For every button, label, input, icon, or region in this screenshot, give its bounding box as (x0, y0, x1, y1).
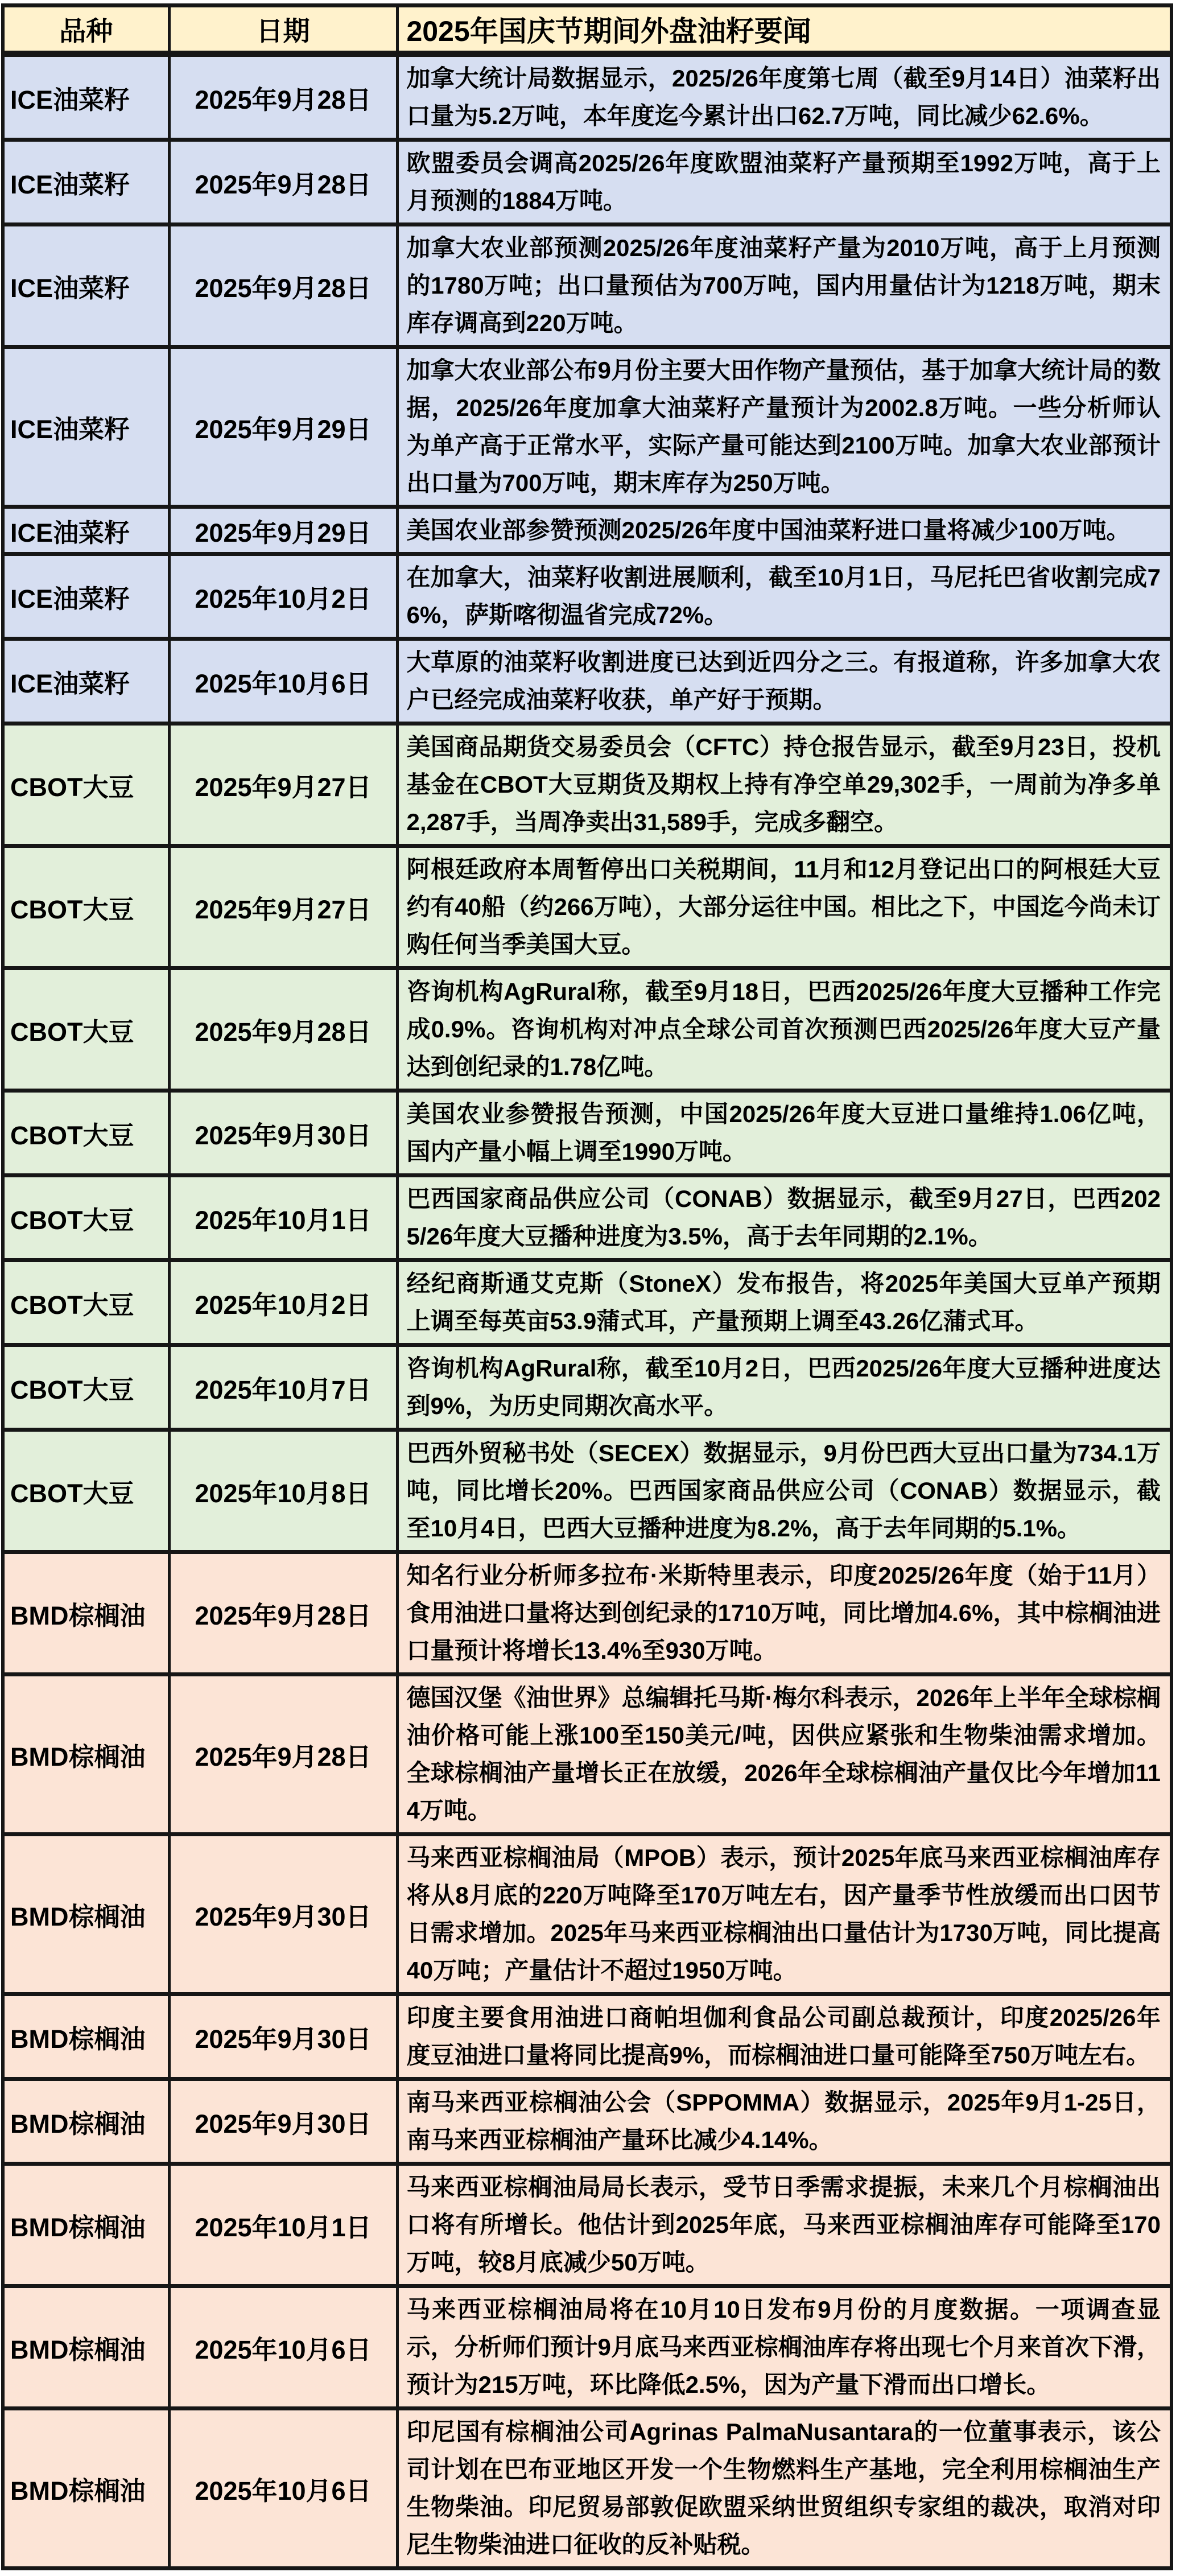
table-row (3, 347, 1171, 507)
date-cell: 2025年9月30日 (169, 1994, 397, 2079)
table-row (3, 639, 1171, 724)
news-cell: 咨询机构AgRural称，截至10月2日，巴西2025/26年度大豆播种进度达到9%，为历史同期次高水平。 (397, 1345, 1171, 1430)
variety-cell: BMD棕榈油 (3, 1994, 169, 2079)
variety-cell: ICE油菜籽 (3, 507, 169, 554)
date-cell: 2025年9月28日 (169, 225, 397, 347)
table-row (3, 1345, 1171, 1430)
date-cell: 2025年10月1日 (169, 2164, 397, 2286)
table-row (3, 554, 1171, 639)
table-row (3, 1430, 1171, 1552)
news-cell: 欧盟委员会调高2025/26年度欧盟油菜籽产量预期至1992万吨，高于上月预测的1884万吨。 (397, 140, 1171, 225)
date-cell: 2025年9月27日 (169, 724, 397, 846)
table-row (3, 1994, 1171, 2079)
table-row (3, 1176, 1171, 1260)
table-row (3, 1091, 1171, 1176)
date-cell: 2025年9月28日 (169, 54, 397, 140)
date-cell: 2025年9月28日 (169, 968, 397, 1091)
header-row (3, 6, 1171, 54)
news-cell: 美国商品期货交易委员会（CFTC）持仓报告显示，截至9月23日，投机基金在CBOT大豆期货及期权上持有净空单29,302手，一周前为净多单2,287手，当周净卖出31,589手，完成多翻空。 (397, 724, 1171, 846)
variety-cell: CBOT大豆 (3, 1091, 169, 1176)
variety-cell: CBOT大豆 (3, 724, 169, 846)
header-news-title: 2025年国庆节期间外盘油籽要闻 (397, 6, 1171, 54)
variety-cell: BMD棕榈油 (3, 2164, 169, 2286)
table-row (3, 507, 1171, 554)
news-cell: 巴西国家商品供应公司（CONAB）数据显示，截至9月27日，巴西2025/26年度大豆播种进度为3.5%，高于去年同期的2.1%。 (397, 1176, 1171, 1260)
news-cell: 知名行业分析师多拉布·米斯特里表示，印度2025/26年度（始于11月）食用油进口量将达到创纪录的1710万吨，同比增加4.6%，其中棕榈油进口量预计将增长13.4%至930万吨。 (397, 1552, 1171, 1675)
news-cell: 咨询机构AgRural称，截至9月18日，巴西2025/26年度大豆播种工作完成0.9%。咨询机构对冲点全球公司首次预测巴西2025/26年度大豆产量达到创纪录的1.78亿吨。 (397, 968, 1171, 1091)
variety-cell: ICE油菜籽 (3, 347, 169, 507)
table-row (3, 846, 1171, 968)
table-row (3, 968, 1171, 1091)
date-cell: 2025年9月30日 (169, 2079, 397, 2164)
news-cell: 南马来西亚棕榈油公会（SPPOMMA）数据显示，2025年9月1-25日，南马来西亚棕榈油产量环比减少4.14%。 (397, 2079, 1171, 2164)
date-cell: 2025年10月2日 (169, 554, 397, 639)
date-cell: 2025年10月2日 (169, 1260, 397, 1345)
news-cell: 大草原的油菜籽收割进度已达到近四分之三。有报道称，许多加拿大农户已经完成油菜籽收获，单产好于预期。 (397, 639, 1171, 724)
news-cell: 印尼国有棕榈油公司Agrinas PalmaNusantara的一位董事表示，该公司计划在巴布亚地区开发一个生物燃料生产基地，完全利用棕榈油生产生物柴油。印尼贸易部敦促欧盟采纳世贸组织专家组的裁决，取消对印尼生物柴油进口征收的反补贴税。 (397, 2409, 1171, 2569)
variety-cell: BMD棕榈油 (3, 2079, 169, 2164)
variety-cell: ICE油菜籽 (3, 225, 169, 347)
variety-cell: BMD棕榈油 (3, 1675, 169, 1835)
date-cell: 2025年9月28日 (169, 1552, 397, 1675)
news-cell: 美国农业参赞报告预测，中国2025/26年度大豆进口量维持1.06亿吨，国内产量小幅上调至1990万吨。 (397, 1091, 1171, 1176)
table-row (3, 2164, 1171, 2286)
variety-cell: ICE油菜籽 (3, 639, 169, 724)
table-row (3, 225, 1171, 347)
date-cell: 2025年10月1日 (169, 1176, 397, 1260)
variety-cell: BMD棕榈油 (3, 2409, 169, 2569)
variety-cell: BMD棕榈油 (3, 2286, 169, 2409)
date-cell: 2025年9月29日 (169, 347, 397, 507)
date-cell: 2025年10月7日 (169, 1345, 397, 1430)
variety-cell: CBOT大豆 (3, 1176, 169, 1260)
table-row (3, 724, 1171, 846)
date-cell: 2025年9月29日 (169, 507, 397, 554)
news-cell: 加拿大农业部预测2025/26年度油菜籽产量为2010万吨，高于上月预测的1780万吨；出口量预估为700万吨，国内用量估计为1218万吨，期末库存调高到220万吨。 (397, 225, 1171, 347)
table-row (3, 1835, 1171, 1994)
variety-cell: BMD棕榈油 (3, 1552, 169, 1675)
table-body (3, 54, 1171, 2569)
header-variety: 品种 (3, 6, 169, 54)
news-cell: 德国汉堡《油世界》总编辑托马斯·梅尔科表示，2026年上半年全球棕榈油价格可能上涨100至150美元/吨，因供应紧张和生物柴油需求增加。全球棕榈油产量增长正在放缓，2026年全球棕榈油产量仅比今年增加114万吨。 (397, 1675, 1171, 1835)
date-cell: 2025年9月27日 (169, 846, 397, 968)
date-cell: 2025年10月6日 (169, 2409, 397, 2569)
table-row (3, 1552, 1171, 1675)
variety-cell: CBOT大豆 (3, 846, 169, 968)
table-row (3, 1675, 1171, 1835)
date-cell: 2025年10月8日 (169, 1430, 397, 1552)
news-cell: 美国农业部参赞预测2025/26年度中国油菜籽进口量将减少100万吨。 (397, 507, 1171, 554)
news-cell: 在加拿大，油菜籽收割进展顺利，截至10月1日，马尼托巴省收割完成76%，萨斯喀彻温省完成72%。 (397, 554, 1171, 639)
news-cell: 印度主要食用油进口商帕坦伽利食品公司副总裁预计，印度2025/26年度豆油进口量将同比提高9%，而棕榈油进口量可能降至750万吨左右。 (397, 1994, 1171, 2079)
table-row (3, 140, 1171, 225)
date-cell: 2025年9月28日 (169, 1675, 397, 1835)
variety-cell: ICE油菜籽 (3, 554, 169, 639)
variety-cell: CBOT大豆 (3, 1345, 169, 1430)
variety-cell: ICE油菜籽 (3, 140, 169, 225)
news-cell: 马来西亚棕榈油局局长表示，受节日季需求提振，未来几个月棕榈油出口将有所增长。他估计到2025年底，马来西亚棕榈油库存可能降至170万吨，较8月底减少50万吨。 (397, 2164, 1171, 2286)
news-table (1, 3, 1173, 2570)
date-cell: 2025年10月6日 (169, 2286, 397, 2409)
table-row (3, 2409, 1171, 2569)
table-row (3, 1260, 1171, 1345)
variety-cell: CBOT大豆 (3, 1430, 169, 1552)
variety-cell: ICE油菜籽 (3, 54, 169, 140)
header-date: 日期 (169, 6, 397, 54)
variety-cell: CBOT大豆 (3, 1260, 169, 1345)
news-cell: 加拿大统计局数据显示，2025/26年度第七周（截至9月14日）油菜籽出口量为5.2万吨，本年度迄今累计出口62.7万吨，同比减少62.6%。 (397, 54, 1171, 140)
news-cell: 阿根廷政府本周暂停出口关税期间，11月和12月登记出口的阿根廷大豆约有40船（约266万吨），大部分运往中国。相比之下，中国迄今尚未订购任何当季美国大豆。 (397, 846, 1171, 968)
table-row (3, 2286, 1171, 2409)
date-cell: 2025年10月6日 (169, 639, 397, 724)
table-row (3, 54, 1171, 140)
variety-cell: BMD棕榈油 (3, 1835, 169, 1994)
table-row (3, 2079, 1171, 2164)
date-cell: 2025年9月28日 (169, 140, 397, 225)
news-cell: 经纪商斯通艾克斯（StoneX）发布报告，将2025年美国大豆单产预期上调至每英亩53.9蒲式耳，产量预期上调至43.26亿蒲式耳。 (397, 1260, 1171, 1345)
news-cell: 加拿大农业部公布9月份主要大田作物产量预估，基于加拿大统计局的数据，2025/26年度加拿大油菜籽产量预计为2002.8万吨。一些分析师认为单产高于正常水平，实际产量可能达到2100万吨。加拿大农业部预计出口量为700万吨，期末库存为250万吨。 (397, 347, 1171, 507)
news-cell: 巴西外贸秘书处（SECEX）数据显示，9月份巴西大豆出口量为734.1万吨，同比增长20%。巴西国家商品供应公司（CONAB）数据显示，截至10月4日，巴西大豆播种进度为8.2%，高于去年同期的5.1%。 (397, 1430, 1171, 1552)
date-cell: 2025年9月30日 (169, 1835, 397, 1994)
date-cell: 2025年9月30日 (169, 1091, 397, 1176)
news-cell: 马来西亚棕榈油局（MPOB）表示，预计2025年底马来西亚棕榈油库存将从8月底的220万吨降至170万吨左右，因产量季节性放缓而出口因节日需求增加。2025年马来西亚棕榈油出口量估计为1730万吨，同比提高40万吨；产量估计不超过1950万吨。 (397, 1835, 1171, 1994)
variety-cell: CBOT大豆 (3, 968, 169, 1091)
news-cell: 马来西亚棕榈油局将在10月10日发布9月份的月度数据。一项调查显示，分析师们预计9月底马来西亚棕榈油库存将出现七个月来首次下滑，预计为215万吨，环比降低2.5%，因为产量下滑而出口增长。 (397, 2286, 1171, 2409)
